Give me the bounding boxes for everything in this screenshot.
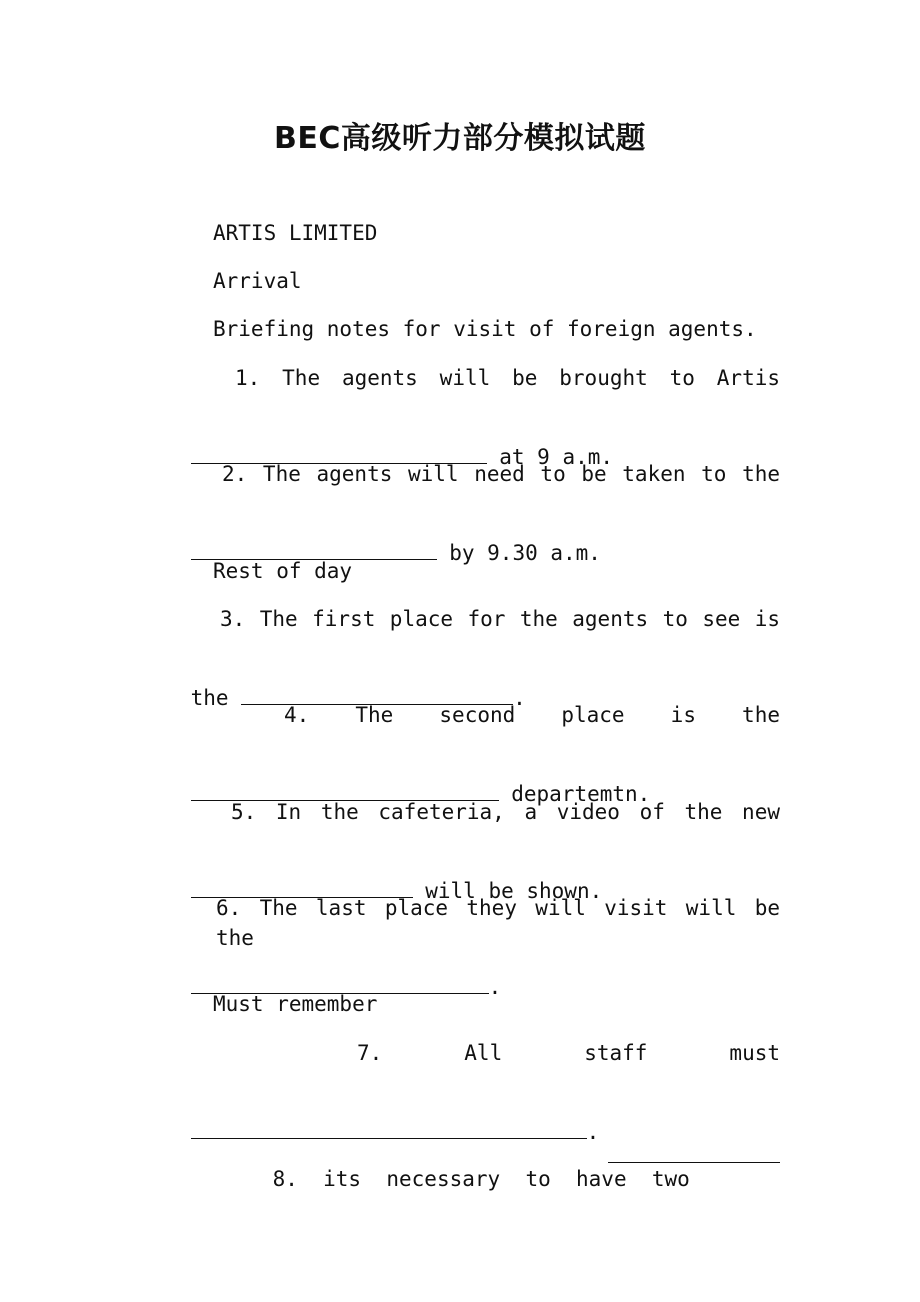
question-4-continuation: departemtn. xyxy=(140,748,650,778)
question-2-text: 2. The agents will need to be taken to the xyxy=(222,462,780,486)
question-8-text: 8. its necessary to have two xyxy=(272,1167,690,1191)
intro-text: Briefing notes for visit of foreign agents. xyxy=(213,317,757,341)
page-title: BEC高级听力部分模拟试题 xyxy=(274,121,646,156)
question-1-continuation: at 9 a.m. xyxy=(140,411,613,441)
question-6-continuation: . xyxy=(140,941,501,971)
question-5-text: 5. In the cafeteria, a video of the new xyxy=(231,800,780,824)
question-1-text: 1. The agents will be brought to Artis xyxy=(235,366,780,390)
section-heading-arrival: Arrival xyxy=(213,269,302,293)
company-name: ARTIS LIMITED xyxy=(213,221,378,245)
answer-blank-8[interactable] xyxy=(608,1140,780,1163)
question-4-text: 4. The second place is the xyxy=(284,703,780,727)
question-6-text: 6. The last place they will visit will be the xyxy=(216,896,780,950)
question-5-continuation: will be shown. xyxy=(140,845,602,875)
section-heading-must-remember: Must remember xyxy=(213,992,378,1016)
question-3-text: 3. The first place for the agents to see is xyxy=(220,607,780,631)
question-7-text: 7. All staff must xyxy=(357,1041,780,1065)
question-3-continuation: the . xyxy=(140,652,526,682)
question-2-continuation: by 9.30 a.m. xyxy=(140,507,601,537)
question-7-continuation: . xyxy=(140,1086,599,1116)
section-heading-rest-of-day: Rest of day xyxy=(213,559,353,583)
